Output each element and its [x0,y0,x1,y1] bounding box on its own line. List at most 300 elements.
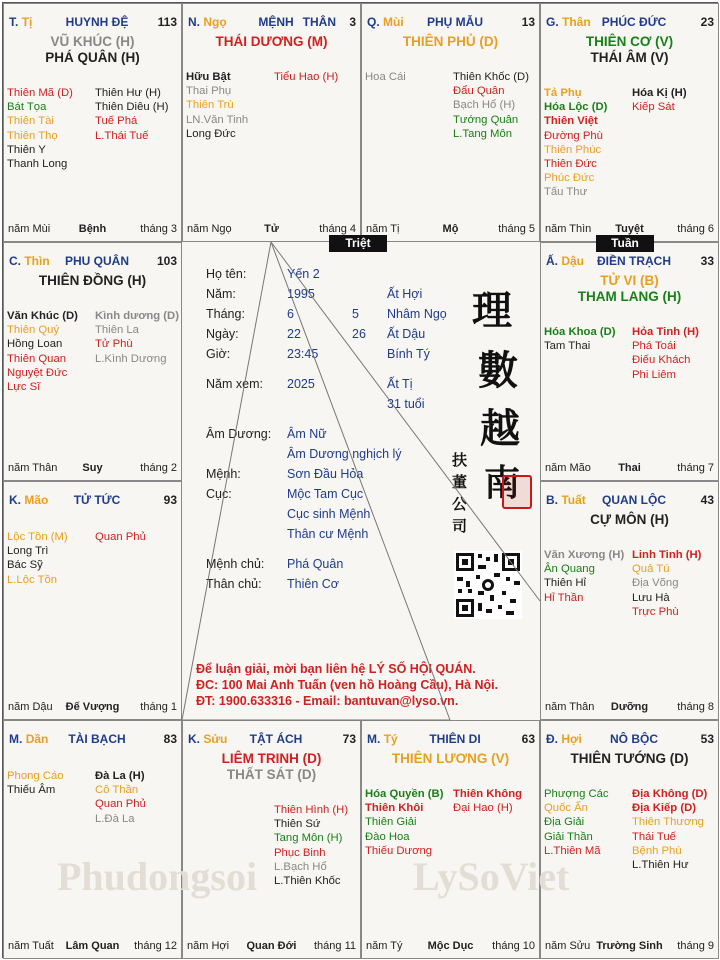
view-year: 2025 [287,377,315,391]
palace-position [9,493,48,507]
star-column-left [186,70,273,141]
star-column-right [453,70,540,141]
palace-stem: B. [546,493,558,507]
star-item: Hoa Cái [365,71,406,83]
palace-stem: M. [367,732,381,746]
star-item: Thiên Y [7,143,46,156]
palace-year: năm Tuất [8,940,54,952]
month-solar: 6 [287,307,294,321]
palace-age: 113 [157,15,177,29]
main-stars [4,34,181,66]
star-item: Kiếp Sát [632,101,675,114]
main-stars [541,751,718,767]
palace-age: 23 [700,15,714,29]
star-item: Đẩu Quân [453,85,505,98]
palace-name: MỆNH [258,15,294,29]
star-column-right [632,86,719,114]
calligraphy-small-3: 公 [452,495,468,513]
palace-age: 93 [163,493,177,507]
star-column-right [95,530,182,544]
menh-label: Mệnh: [206,467,241,481]
name-value: Yến 2 [287,267,320,281]
palace-year: năm Dậu [8,701,53,713]
star-item: Đào Hoa [365,830,410,843]
view-age: 31 tuổi [387,397,425,411]
star-column-right [632,325,719,382]
star-item: Tiểu Hao (H) [274,71,339,83]
star-item: Tử Phù [95,338,133,351]
main-star: PHÁ QUÂN (H) [45,50,140,65]
palace-ngo[interactable] [182,3,361,242]
star-item: Kình dương (D) [95,310,179,322]
star-item: Phục Binh [274,846,326,859]
star-item: Thiên Không [453,788,523,800]
year-label: Năm: [206,287,236,301]
star-item: Thiên Hỉ [544,577,587,590]
main-star: THÁI ÂM (V) [590,50,669,65]
star-item: Thanh Long [7,158,68,171]
palace-age: 13 [521,15,535,29]
palace-stage: Bệnh [78,223,107,235]
cuc-1: Mộc Tam Cục [287,487,364,501]
month-lunar: Nhâm Ngọ [387,307,447,321]
star-item: Giải Thần [544,830,593,843]
star-item: Thiên Việt [544,115,598,128]
star-item: Thiếu Âm [7,784,56,797]
palace-hoi[interactable] [540,720,719,959]
star-column-right [274,803,361,888]
palace-year: năm Mão [545,462,591,474]
star-item: Cô Thần [95,784,139,797]
palace-stage: Suy [82,462,103,474]
star-item: Quốc Ấn [544,802,588,815]
star-item: Phúc Đức [544,172,595,185]
palace-footer [8,940,177,954]
palace-stage: Đế Vượng [65,701,120,713]
star-item: Thiếu Dương [365,844,433,857]
palace-footer [366,940,535,954]
palace-year: năm Tý [366,940,403,952]
palace-stem: M. [9,732,23,746]
palace-position [546,732,582,746]
star-item: Tả Phụ [544,87,582,99]
palace-name: NÔ BỘC [610,732,658,746]
main-star: THIÊN TƯỚNG (D) [570,751,689,766]
star-item: Tấu Thư [544,186,588,199]
star-item: Thiên Hình (H) [274,804,349,816]
star-item: Hỉ Thần [544,591,584,604]
palace-month: tháng 7 [677,462,714,474]
star-item: L.Lộc Tồn [7,573,58,586]
star-column-right [95,309,182,366]
main-star: LIÊM TRINH (D) [221,751,322,766]
palace-branch: Thân [562,15,591,29]
tuan-badge: Tuần [596,235,654,252]
main-star: CỰ MÔN (H) [590,512,669,527]
palace-branch: Dần [25,732,49,746]
main-star: VŨ KHÚC (H) [50,34,135,49]
palace-position [546,493,586,507]
star-item: Thiên Sứ [274,818,321,831]
star-column-right [453,787,540,815]
star-item: Linh Tinh (H) [632,549,702,561]
palace-header [9,493,177,509]
palace-stem: K. [9,493,21,507]
star-item: Hồng Loan [7,338,63,351]
main-stars [4,273,181,289]
star-item: Hỏa Tinh (H) [632,326,699,338]
palace-stage: Mộc Dục [427,940,474,952]
palace-month: tháng 11 [313,940,356,952]
star-item: Địa Kiếp (D) [632,802,697,815]
palace-month: tháng 5 [498,223,535,235]
palace-month: tháng 2 [140,462,177,474]
cuc-3: Thân cư Mệnh [287,527,369,541]
palace-footer [8,701,177,715]
star-item: Hóa Khoa (D) [544,326,616,338]
amduong-1: Âm Nữ [287,427,327,441]
palace-name: ĐIỀN TRẠCH [597,254,671,268]
than-marker: THÂN [302,15,336,29]
calligraphy-char-4: 南 [484,462,521,504]
main-stars [183,751,360,783]
star-item: Hóa Kị (H) [632,87,687,99]
star-item: Tuế Phá [95,115,138,128]
palace-month: tháng 3 [140,223,177,235]
palace-year: năm Sửu [545,940,591,952]
palace-suu[interactable] [182,720,361,959]
star-item: L.Tang Môn [453,127,513,140]
palace-month: tháng 10 [492,940,535,952]
palace-tuat[interactable] [540,481,719,720]
palace-stage: Trường Sinh [596,940,663,952]
star-item: Phong Cáo [7,770,64,782]
star-item: Thiên Diêu (H) [95,101,169,114]
day-lunar-num: 26 [352,327,366,341]
palace-branch: Mão [24,493,49,507]
palace-ty[interactable] [361,720,540,959]
main-star: TỬ VI (B) [600,273,659,288]
star-item: Tam Thai [544,340,591,353]
star-item: Bát Tọa [7,101,47,114]
palace-header [9,15,177,31]
palace-footer [545,462,714,476]
year-lunar: Ất Hợi [387,287,423,301]
palace-mui[interactable] [361,3,540,242]
palace-age: 43 [700,493,714,507]
star-column-left [544,86,631,200]
star-item: Thiên Thọ [7,129,58,142]
contact-line-1: Để luận giải, mời bạn liên hệ LÝ SỐ HỘI QUÁN. [196,662,476,676]
cuc-label: Cục: [206,487,232,501]
star-item: Thiên Quan [7,352,67,365]
palace-header [546,15,714,31]
palace-position [9,15,32,29]
hour-lunar: Bính Tý [387,347,430,361]
star-item: L.Thiên Hư [632,859,689,872]
palace-month: tháng 9 [677,940,714,952]
palace-name: PHÚC ĐỨC [601,15,667,29]
palace-name: TỬ TỨC [73,493,121,507]
star-item: Lưu Hà [632,591,670,604]
palace-footer [187,940,356,954]
star-item: Thiên Mã (D) [7,87,73,99]
palace-branch: Dậu [561,254,585,268]
palace-age: 73 [342,732,356,746]
calligraphy-char-1: 理 [472,287,512,334]
main-stars [541,273,718,305]
star-item: Hóa Quyền (B) [365,788,444,800]
center-info-panel [184,243,540,720]
star-item: Thiên Phúc [544,143,602,156]
palace-header [367,15,535,31]
palace-header [546,732,714,748]
main-stars [541,34,718,66]
star-item: Thiên Quý [7,324,60,337]
star-item: Văn Xương (H) [544,549,625,561]
star-item: L.Thiên Khốc [274,875,341,888]
star-item: Thiên Khốc (D) [453,71,529,83]
main-star: THIÊN ĐỒNG (H) [38,273,147,288]
star-item: Hóa Lộc (D) [544,101,608,114]
palace-branch: Tuất [561,493,586,507]
palace-footer [366,223,535,237]
star-column-left [7,769,94,797]
menhchu-value: Phá Quân [287,557,344,571]
main-star: THIÊN CƠ (V) [585,34,674,49]
name-label: Họ tên: [206,267,247,281]
palace-branch: Mùi [383,15,404,29]
star-item: Điếu Khách [632,354,691,367]
palace-year: năm Hợi [187,940,230,952]
main-stars [362,751,539,767]
star-item: Tướng Quân [453,113,519,126]
calligraphy-small-1: 扶 [452,451,468,469]
palace-name: TẬT ÁCH [249,732,303,746]
cuc-2: Cục sinh Mệnh [287,507,371,521]
palace-stem: C. [9,254,21,268]
palace-position [9,254,50,268]
month-lunar-num: 5 [352,307,359,321]
star-column-right [632,548,719,619]
palace-dau[interactable] [540,242,719,481]
star-column-left [544,548,631,605]
main-star: THAM LANG (H) [577,289,682,304]
contact-address: ĐC: 100 Mai Anh Tuấn (ven hồ Hoàng Cầu), Hà Nội. [196,678,499,692]
qr-code[interactable] [454,551,522,619]
palace-header [9,732,177,748]
palace-branch: Hợi [561,732,582,746]
palace-age: 63 [521,732,535,746]
palace-footer [8,462,177,476]
star-item: Tang Môn (H) [274,832,343,845]
watermark-left: Phudongsoi [57,854,258,899]
thanchu-label: Thân chủ: [206,577,262,591]
palace-branch: Ngọ [203,15,227,29]
palace-header [546,493,714,509]
palace-year: năm Mùi [8,223,51,235]
star-item: Địa Võng [632,577,679,590]
palace-dan[interactable] [3,720,182,959]
month-label: Tháng: [206,307,245,321]
palace-branch: Tị [21,15,33,29]
main-stars [183,34,360,50]
hour-solar: 23:45 [287,347,319,361]
main-star: THIÊN PHỦ (D) [402,34,499,49]
star-item: Trực Phù [632,605,679,618]
palace-position [188,15,227,29]
main-stars [541,512,718,528]
palace-position [546,15,591,29]
tu-vi-chart [2,2,718,958]
palace-name: TÀI BẠCH [68,732,126,746]
day-solar: 22 [287,327,301,341]
star-column-left [365,70,452,84]
star-item: Địa Không (D) [632,788,708,800]
star-item: L.Thiên Mã [544,844,601,857]
day-lunar: Ất Dậu [387,327,426,341]
star-item: Thái Tuế [632,830,676,843]
star-item: Bệnh Phù [632,844,682,857]
star-item: Đại Hao (H) [453,802,513,815]
view-lunar: Ất Tị [387,377,413,391]
palace-thin[interactable] [3,242,182,481]
palace-year: năm Ngọ [187,223,232,235]
star-item: Thiên Đức [544,158,597,171]
palace-name: PHU QUÂN [64,254,129,268]
palace-position [367,732,398,746]
main-star: THIÊN LƯƠNG (V) [391,751,510,766]
palace-month: tháng 1 [140,701,177,713]
star-item: Phượng Các [544,788,609,800]
star-item: Quan Phủ [95,531,146,543]
palace-header [9,254,177,270]
palace-header [188,15,356,31]
calligraphy-small-4: 司 [452,517,468,535]
palace-stage: Dưỡng [610,701,649,713]
star-item: L.Kình Dương [95,352,167,365]
contact-phone-email[interactable]: ĐT: 1900.633316 - Email: bantuvan@lyso.vn. [196,694,459,708]
menhchu-label: Mệnh chủ: [206,557,265,571]
palace-stem: G. [546,15,559,29]
star-item: Lực Sĩ [7,381,41,394]
star-item: Thiên Khôi [365,802,424,815]
star-item: Ân Quang [544,563,595,576]
star-item: Long Trì [7,545,49,558]
palace-footer [545,940,714,954]
palace-stage: Lâm Quan [65,940,120,952]
star-item: Thiên Giải [365,816,417,829]
star-item: Thiên Thương [632,816,704,829]
main-star: THẤT SÁT (D) [226,767,317,782]
view-year-label: Năm xem: [206,377,263,391]
palace-year: năm Thân [545,701,595,713]
palace-name: HUYNH ĐỆ [65,15,129,29]
palace-name: THIÊN DI [429,732,481,746]
star-item: Bác Sỹ [7,559,43,572]
star-item: Phi Liêm [632,368,676,381]
calligraphy-char-3: 越 [480,405,520,452]
palace-month: tháng 4 [319,223,356,235]
star-item: Văn Khúc (D) [7,310,78,322]
red-seal-stamp [502,475,532,509]
palace-ti[interactable] [3,3,182,242]
day-label: Ngày: [206,327,239,341]
star-item: Phá Toái [632,340,676,353]
menh-value: Sơn Đầu Hỏa [287,467,364,481]
star-item: Thiên Trù [186,99,234,112]
thanchu-value: Thiên Cơ [287,577,339,591]
palace-month: tháng 12 [134,940,177,952]
star-column-right [632,787,719,872]
palace-branch: Thìn [24,254,50,268]
calligraphy-char-2: 數 [478,347,518,394]
star-column-left [544,325,631,353]
star-item: Hữu Bật [186,71,231,83]
star-column-right [274,70,361,84]
amduong-2: Âm Dương nghịch lý [287,447,402,461]
palace-year: năm Thìn [545,223,592,235]
palace-stem: Ấ. [546,254,558,268]
star-column-left [365,787,452,858]
star-item: Lộc Tồn (M) [7,531,68,543]
star-item: Nguyệt Đức [7,366,68,379]
palace-header [367,732,535,748]
palace-name: PHỤ MẪU [427,15,483,29]
watermark-right: LySoViet [413,854,570,899]
year-solar: 1995 [287,287,315,301]
palace-age: 3 [349,15,356,29]
palace-branch: Sửu [203,732,228,746]
star-column-right [95,769,182,826]
star-column-left [7,530,94,587]
palace-age: 53 [700,732,714,746]
palace-footer [8,223,177,237]
main-star: THÁI DƯƠNG (M) [215,34,328,49]
palace-age: 33 [700,254,714,268]
amduong-label: Âm Dương: [206,427,272,441]
palace-than[interactable] [540,3,719,242]
main-stars [362,34,539,50]
palace-stage: Thai [618,462,641,474]
palace-stage: Tuyệt [615,223,644,235]
hour-label: Giờ: [206,347,231,361]
star-item: Bạch Hổ (H) [453,99,516,112]
palace-age: 103 [156,254,177,268]
star-item: Quan Phủ [95,798,146,811]
star-column-right [95,86,182,143]
palace-month: tháng 8 [677,701,714,713]
star-item: Thai Phụ [186,85,232,98]
palace-stem: Q. [367,15,380,29]
palace-stage: Mộ [442,223,459,235]
palace-mao[interactable] [3,481,182,720]
star-column-left [7,86,94,171]
star-item: Đường Phù [544,129,603,142]
palace-stem: T. [9,15,19,29]
star-item: Thiên Tài [7,115,54,128]
star-item: Địa Giải [544,816,585,829]
star-item: Đà La (H) [95,770,145,782]
palace-branch: Tý [383,732,398,746]
star-item: LN.Văn Tinh [186,113,249,126]
palace-age: 83 [163,732,177,746]
star-item: L.Bạch Hổ [274,860,327,873]
triet-badge: Triệt [329,235,387,252]
palace-stage: Quan Đới [246,940,297,952]
star-item: L.Thái Tuế [95,129,149,142]
palace-position [546,254,584,268]
